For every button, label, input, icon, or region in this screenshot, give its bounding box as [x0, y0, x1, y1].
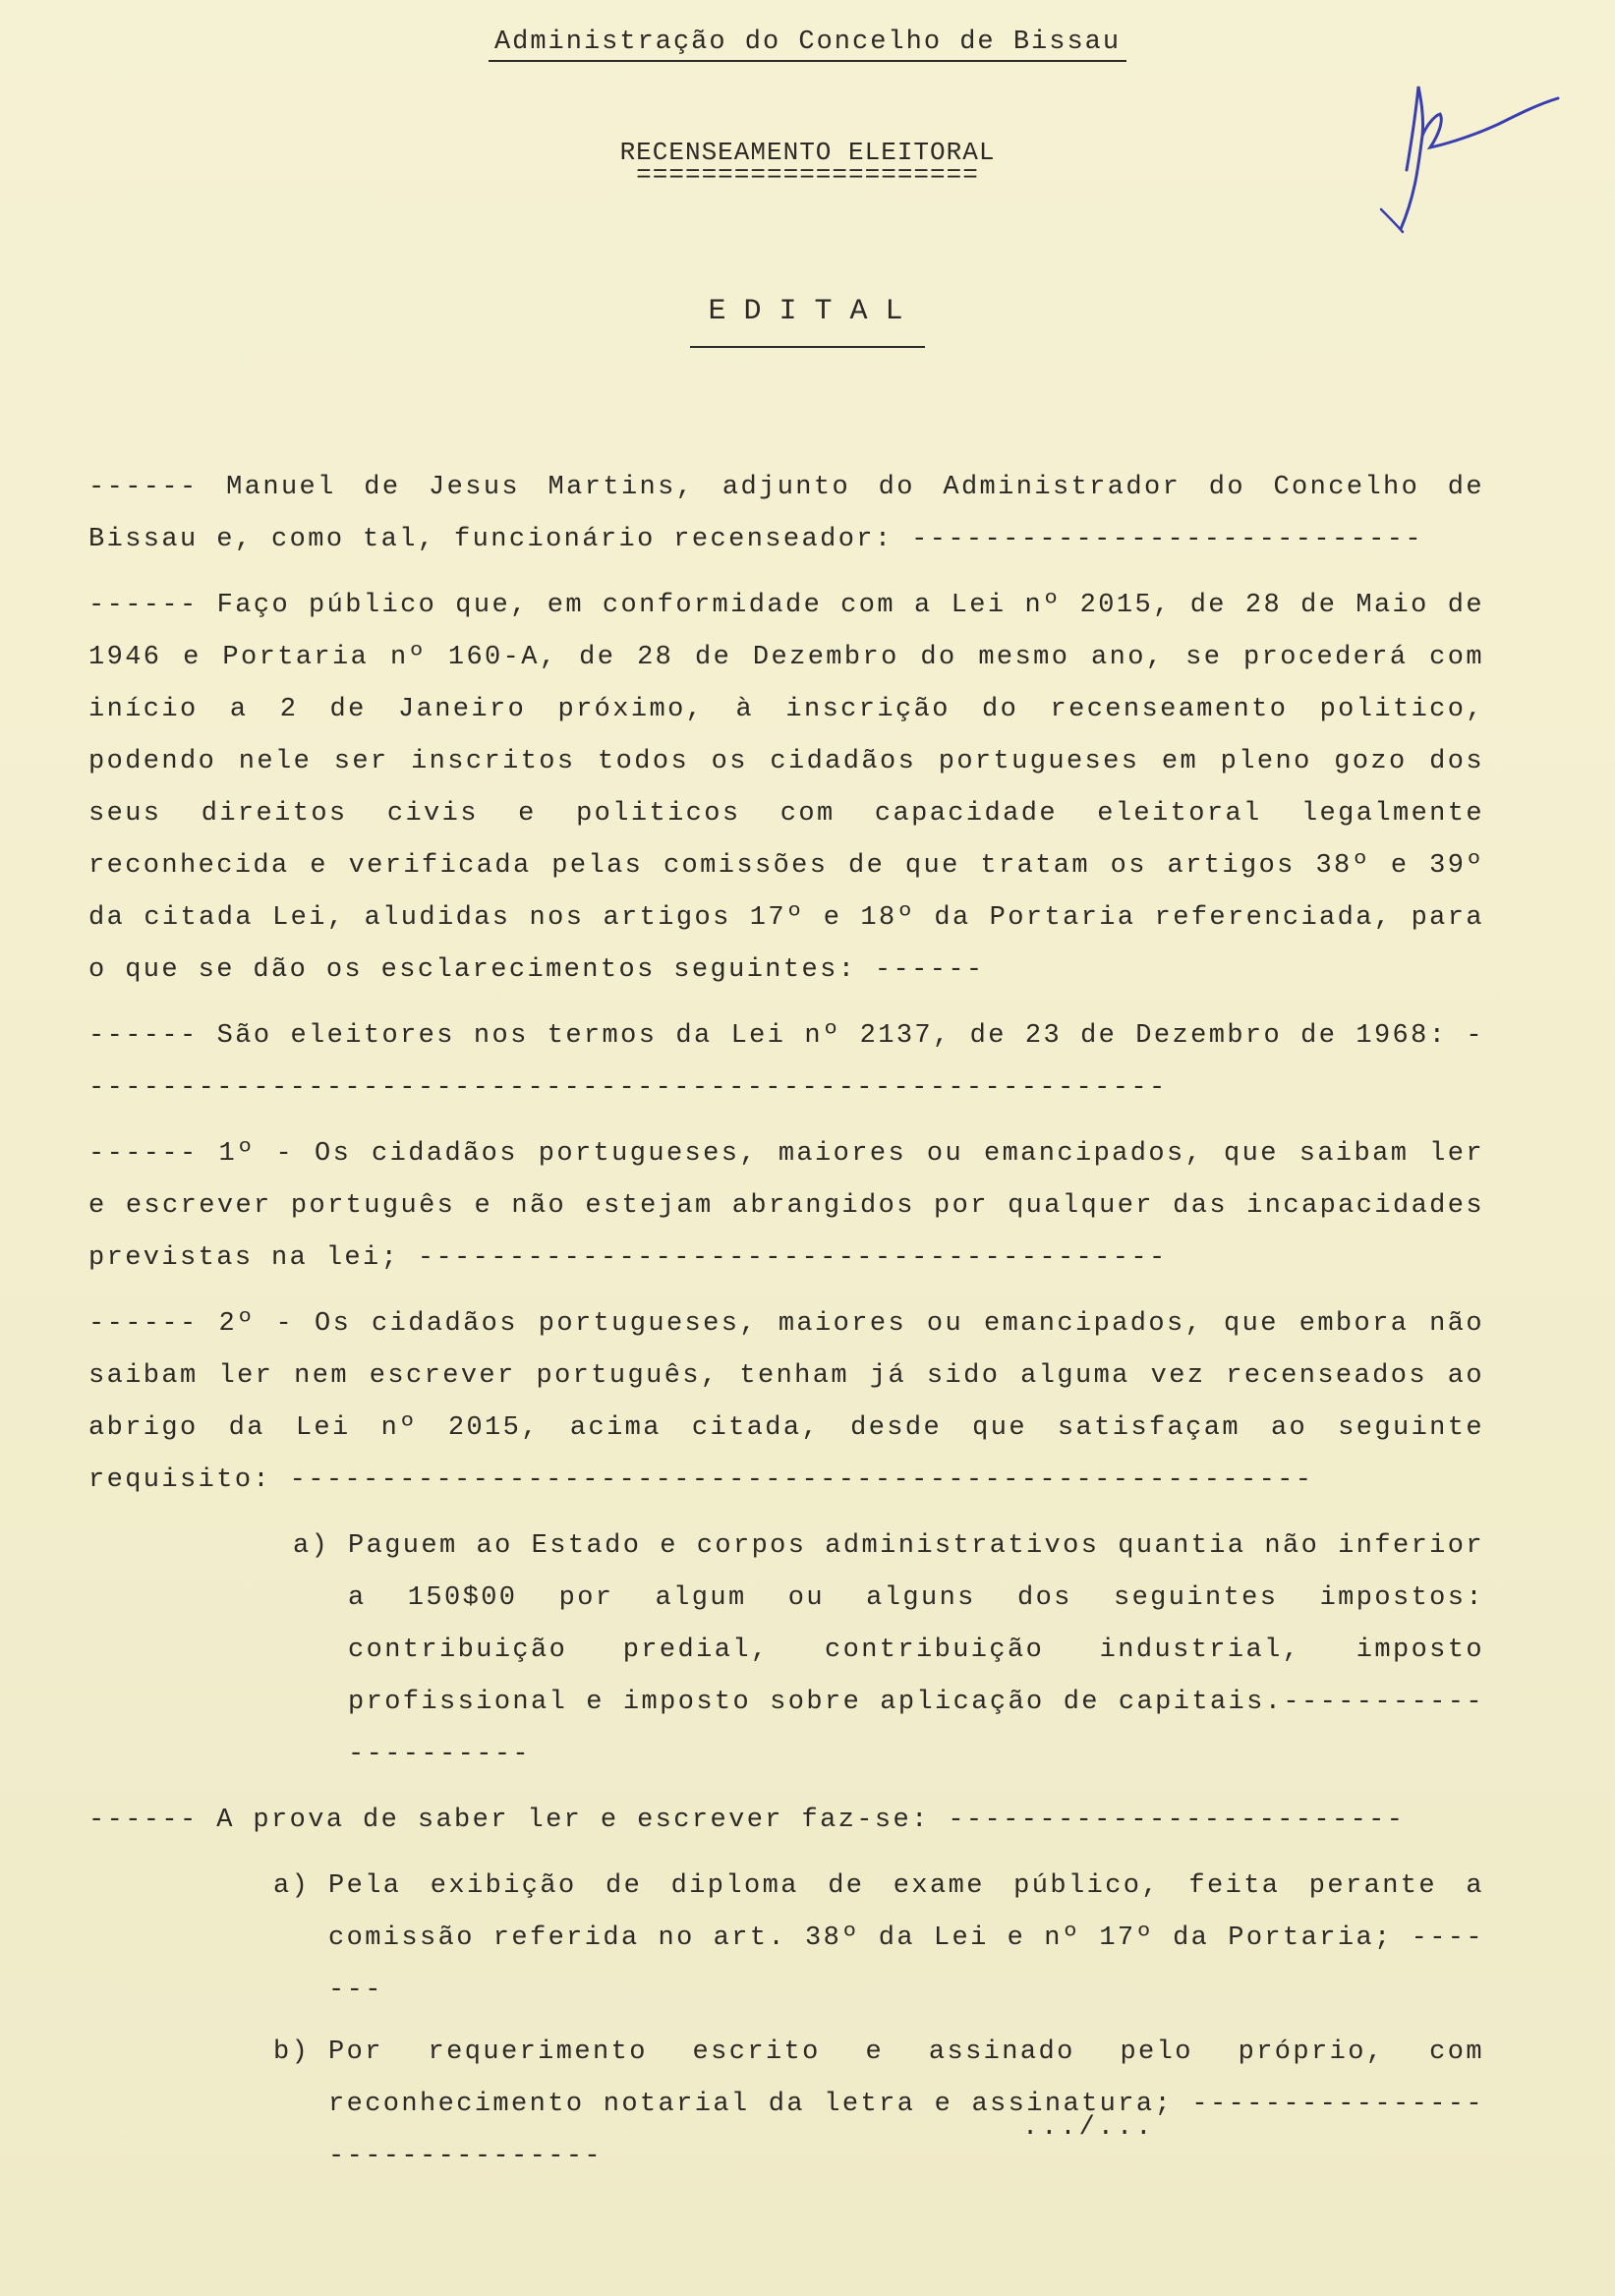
list-item-label: a): [273, 1871, 311, 1901]
census-heading: [0, 138, 1615, 190]
administration-header: [0, 28, 1615, 57]
paragraph-eleitores: ------ São eleitores nos termos da Lei nº 2137, de 23 de Dezembro de 1968: ------------------------------------------------------------: [88, 1021, 1484, 1103]
list-item-text: Por requerimento escrito e assinado pelo próprio, com reconhecimento notarial da letra e assinatura; -------------------------------: [328, 2038, 1484, 2171]
list-item-a-diploma: [88, 1861, 1484, 2017]
administration-title: Administração do Concelho de Bissau: [489, 28, 1126, 62]
list-item-label: b): [273, 2038, 311, 2067]
paragraph-item-1: ------ 1º - Os cidadãos portugueses, maiores ou emancipados, que saibam ler e escrever português e não estejam abrangidos por qualquer das incapacidades previstas na lei; -----------------------------------------: [88, 1139, 1484, 1273]
paragraph-prova: ------ A prova de saber ler e escrever faz-se: -------------------------: [88, 1806, 1406, 1835]
page-continuation-mark: .../...: [1022, 2113, 1155, 2143]
census-double-rule: =====================: [636, 160, 979, 190]
paragraph-recenseador: ------ Manuel de Jesus Martins, adjunto do Administrador do Concelho de Bissau e, como tal, funcionário recenseador: ----------------------------: [88, 473, 1484, 554]
paragraph-faco-publico: ------ Faço público que, em conformidade com a Lei nº 2015, de 28 de Maio de 1946 e Portaria nº 160-A, de 28 de Dezembro do mesmo ano, se procederá com início a 2 de Janeiro próximo, à inscrição do recenseamento politico, podendo nele ser inscritos todos os cidadãos portugueses em pleno gozo dos seus direitos civis e politicos com capacidade eleitoral legalmente reconhecida e verificada pelas comissões de que tratam os artigos 38º e 39º da citada Lei, aludidas nos artigos 17º e 18º da Portaria referenciada, para o que se dão os esclarecimentos seguintes: ------: [88, 591, 1484, 985]
edital-title: EDITAL: [690, 295, 924, 348]
list-item-label: a): [293, 1531, 330, 1561]
paragraph-item-2: ------ 2º - Os cidadãos portugueses, maiores ou emancipados, que embora não saibam ler nem escrever português, tenham já sido alguma vez recenseados ao abrigo da Lei nº 2015, acima citada, desde que satisfaçam ao seguinte requisito: --------------------------------------------------------: [88, 1309, 1484, 1495]
list-item-text: Paguem ao Estado e corpos administrativos quantia não inferior a 150$00 por algum ou alguns dos seguintes impostos: contribuição predial, contribuição industrial, imposto profissional e imposto sobre aplicação de capitais.---------------------: [348, 1531, 1484, 1769]
edital-heading: [0, 295, 1615, 348]
list-item-b-requerimento: [88, 2027, 1484, 2183]
list-item-a-impostos: [88, 1521, 1484, 1781]
list-item-text: Pela exibição de diploma de exame público, feita perante a comissão referida no art. 38º da Lei e nº 17º da Portaria; -------: [328, 1871, 1484, 2005]
census-title: RECENSEAMENTO ELEITORAL: [619, 138, 996, 167]
document-body: [88, 462, 1484, 2183]
